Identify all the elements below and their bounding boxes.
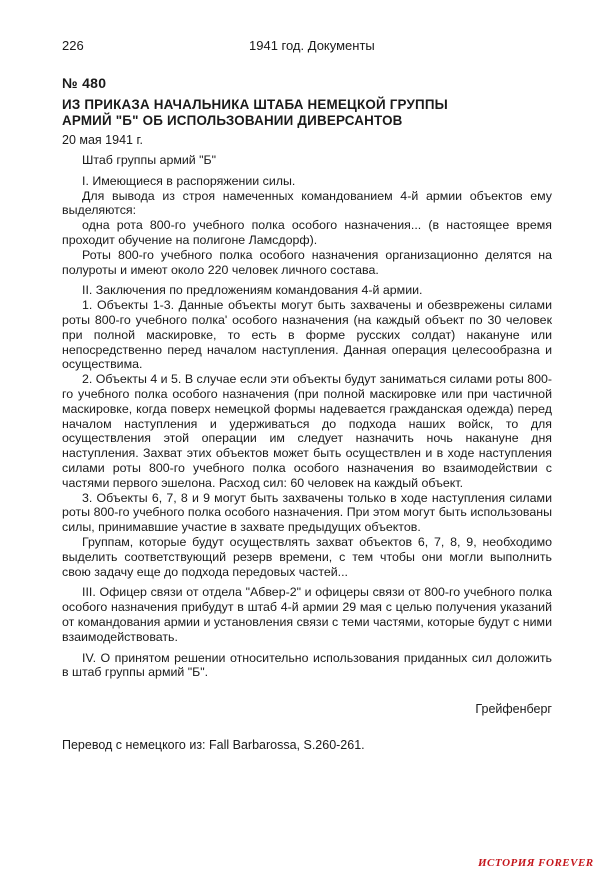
watermark-logo: ИСТОРИЯ FOREVER [478, 857, 594, 869]
body-paragraph: 2. Объекты 4 и 5. В случае если эти объекты будут заниматься силами роты 800-го учебного полка особого назначения (при полной маскировке или при частичной маскировке, когда поверх немецкой формы надевается гражданская одежда) перед началом наступления и удерживаться до подхода наших войск, то для осуществления этой операции им следует назначить ночь накануне дня наступления. Захват этих объектов может быть осуществлен и в ходе наступления силами роты 800-го учебного полка особого назначения во взаимодействии с частями первого эшелона. Расход сил: 60 человек на каждый объект. [62, 372, 552, 490]
running-title: 1941 год. Документы [249, 38, 375, 53]
document-page [62, 38, 552, 752]
source-note: Перевод с немецкого из: Fall Barbarossa, S.260-261. [62, 738, 365, 753]
document-body [62, 153, 552, 680]
section-paragraph-4: IV. О принятом решении относительно использования приданных сил доложить в штаб группы армий "Б". [62, 650, 552, 680]
document-title-line-2: АРМИЙ "Б" ОБ ИСПОЛЬЗОВАНИИ ДИВЕРСАНТОВ [62, 113, 403, 128]
body-paragraph: одна рота 800-го учебного полка особого назначения... (в настоящее время проходит обучение на полигоне Ламсдорф). [62, 218, 552, 247]
document-number: № 480 [62, 75, 107, 91]
body-paragraph: 1. Объекты 1-3. Данные объекты могут быть захвачены и обезврежены силами роты 800-го учебного полка' особого назначения (на каждый объект по 30 человек при полной маскировке, то есть в форме русских солдат) накануне или непосредственно перед началом наступления. Данная операция целесообразна и осуществима. [62, 298, 552, 372]
addressee: Штаб группы армий "Б" [82, 153, 217, 167]
body-paragraph: Роты 800-го учебного полка особого назначения организационно делятся на полуроты и имеют около 220 человек личного состава. [62, 247, 552, 277]
page-number: 226 [62, 38, 84, 53]
document-date: 20 мая 1941 г. [62, 133, 143, 147]
body-paragraph: Для вывода из строя намеченных командованием 4-й армии объектов ему выделяются: [62, 188, 552, 218]
section-paragraph-3: III. Офицер связи от отдела "Абвер-2" и офицеры связи от 800-го учебного полка особого назначения прибудут в штаб 4-й армии 29 мая с целью получения указаний от командования армии и установления связи с теми частями, которые будут с ними взаимодействовать. [62, 585, 552, 644]
document-title-line-1: ИЗ ПРИКАЗА НАЧАЛЬНИКА ШТАБА НЕМЕЦКОЙ ГРУППЫ [62, 97, 448, 112]
section-heading-2: II. Заключения по предложениям командования 4-й армии. [82, 283, 423, 298]
signature: Грейфенберг [475, 702, 552, 717]
document-title [62, 97, 552, 129]
section-heading-1: I. Имеющиеся в распоряжении силы. [82, 173, 296, 188]
page-header [62, 38, 552, 60]
body-paragraph: Группам, которые будут осуществлять захват объектов 6, 7, 8, 9, необходимо выделить соответствующий резерв времени, с тем чтобы они могли выполнить свою задачу еще до подхода передовых частей... [62, 534, 552, 579]
body-paragraph: 3. Объекты 6, 7, 8 и 9 могут быть захвачены только в ходе наступления силами роты 800-го учебного полка особого назначения. При этом могут быть использованы силы, принимавшие участие в захвате предыдущих объектов. [62, 490, 552, 535]
